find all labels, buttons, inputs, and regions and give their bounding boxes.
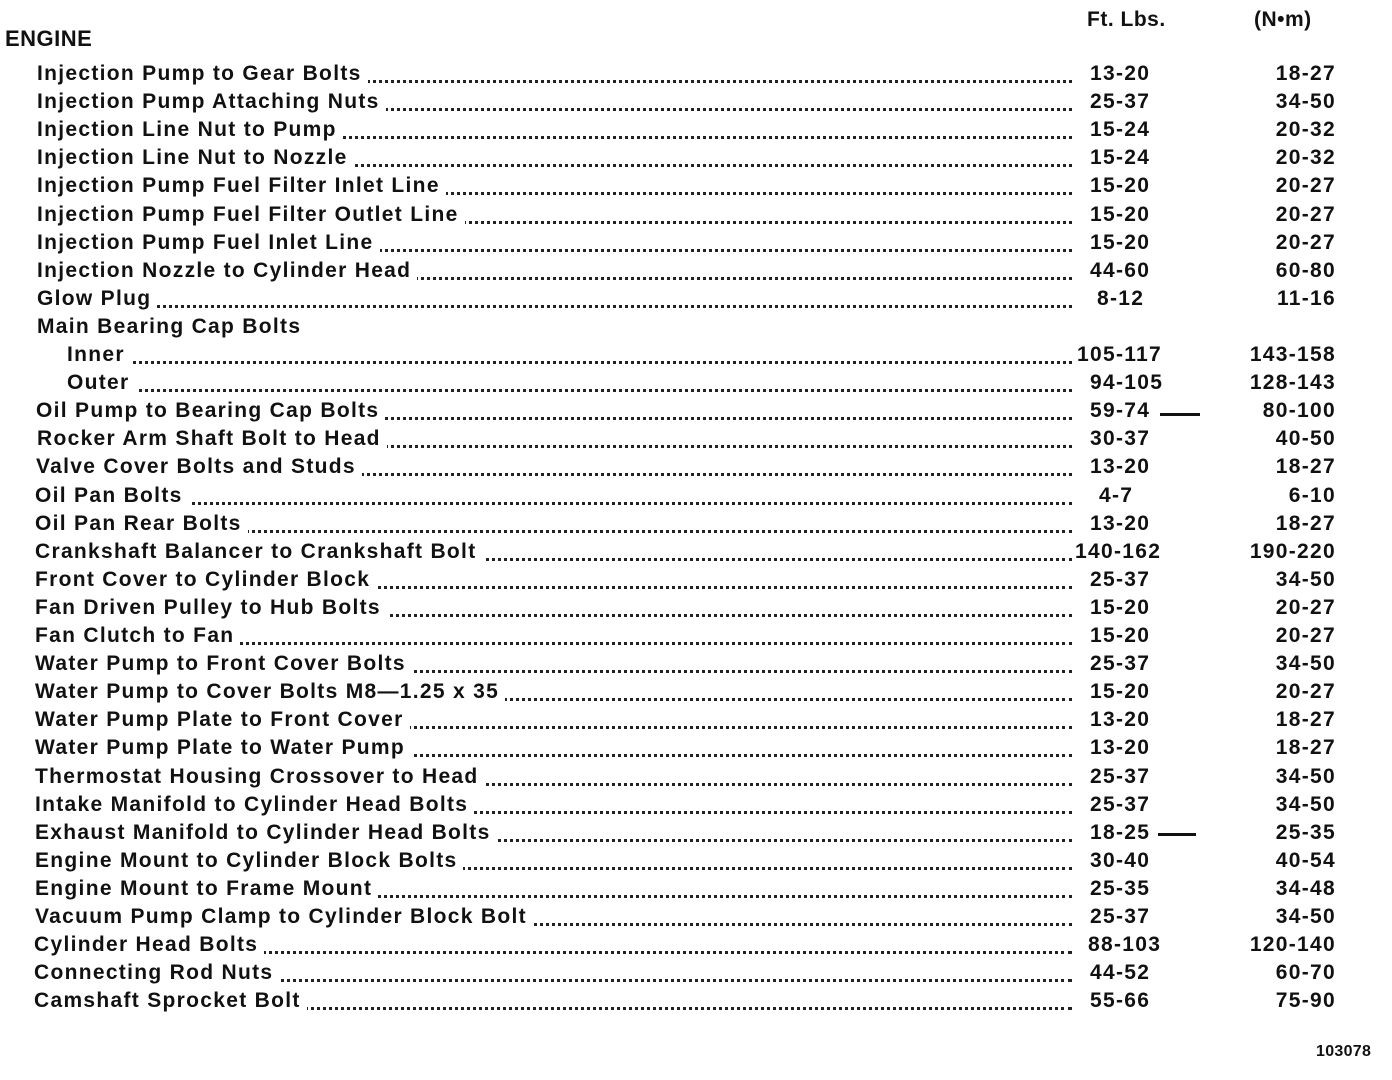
row-label-text: Oil Pump to Bearing Cap Bolts <box>36 399 385 422</box>
row-label <box>37 285 1072 313</box>
row-label-text: Connecting Rod Nuts <box>34 961 279 984</box>
handwritten-mark <box>1158 833 1196 836</box>
ft-lbs-value: 4-7 <box>1099 483 1134 507</box>
table-row <box>0 622 1392 650</box>
row-label-text: Water Pump Plate to Front Cover <box>35 708 410 731</box>
ft-lbs-value: 15-24 <box>1090 146 1151 170</box>
row-label-text: Crankshaft Balancer to Crankshaft Bolt <box>35 540 483 563</box>
table-row <box>0 678 1392 706</box>
table-row <box>0 706 1392 734</box>
handwritten-mark <box>1160 413 1200 416</box>
row-label <box>36 453 1072 481</box>
row-label-text: Engine Mount to Cylinder Block Bolts <box>35 849 463 872</box>
nm-value: 190-220 <box>1249 539 1336 563</box>
column-header-ft-lbs: Ft. Lbs. <box>1087 8 1166 31</box>
nm-value: 120-140 <box>1249 933 1336 957</box>
nm-value: 20-27 <box>1275 595 1336 619</box>
row-label-text: Fan Driven Pulley to Hub Bolts <box>35 596 387 619</box>
row-label-text: Injection Pump Fuel Inlet Line <box>37 231 380 254</box>
row-label <box>37 172 1072 200</box>
nm-value: 128-143 <box>1249 371 1336 395</box>
row-label <box>67 341 1072 369</box>
row-label <box>35 650 1072 678</box>
nm-value: 40-50 <box>1275 427 1336 451</box>
nm-value: 18-27 <box>1275 511 1336 535</box>
row-label <box>35 538 1072 566</box>
row-label <box>36 397 1072 425</box>
ft-lbs-value: 25-35 <box>1090 876 1151 900</box>
table-row <box>0 791 1392 819</box>
row-label <box>35 622 1072 650</box>
row-label <box>37 60 1072 88</box>
table-row <box>0 847 1392 875</box>
section-title: ENGINE <box>5 26 93 51</box>
row-label-text: Intake Manifold to Cylinder Head Bolts <box>35 793 474 816</box>
row-label <box>37 257 1072 285</box>
row-label-text: Water Pump Plate to Water Pump <box>35 736 411 759</box>
nm-value: 60-70 <box>1275 961 1336 985</box>
dot-leader <box>35 502 1072 505</box>
row-label <box>35 875 1072 903</box>
ft-lbs-value: 8-12 <box>1097 286 1145 310</box>
nm-value: 34-50 <box>1275 90 1336 114</box>
ft-lbs-value: 44-52 <box>1090 961 1151 985</box>
table-row <box>0 482 1392 510</box>
ft-lbs-value: 25-37 <box>1090 764 1151 788</box>
nm-value: 20-32 <box>1275 146 1336 170</box>
table-row <box>0 987 1392 1015</box>
table-row <box>0 60 1392 88</box>
dot-leader <box>67 389 1072 392</box>
row-label-text: Injection Line Nut to Nozzle <box>37 146 354 169</box>
nm-value: 40-54 <box>1275 848 1336 872</box>
table-row <box>0 144 1392 172</box>
nm-value: 143-158 <box>1249 343 1336 366</box>
row-label <box>35 847 1072 875</box>
ft-lbs-value: 25-37 <box>1090 905 1151 928</box>
row-label <box>67 369 1072 397</box>
table-row <box>0 369 1392 397</box>
ft-lbs-value: 55-66 <box>1090 989 1151 1013</box>
row-label <box>34 931 1072 959</box>
nm-value: 20-27 <box>1275 624 1336 647</box>
ft-lbs-value: 15-20 <box>1090 202 1151 226</box>
nm-value: 25-35 <box>1275 820 1336 844</box>
table-row <box>0 88 1392 116</box>
row-label-text: Water Pump to Cover Bolts M8—1.25 x 35 <box>35 680 505 703</box>
nm-value: 34-50 <box>1275 764 1336 788</box>
ft-lbs-value: 44-60 <box>1090 258 1151 282</box>
nm-value: 18-27 <box>1275 708 1336 732</box>
row-label-text: Engine Mount to Frame Mount <box>35 877 378 900</box>
table-row <box>0 594 1392 622</box>
ft-lbs-value: 13-20 <box>1090 455 1151 479</box>
row-label-text: Main Bearing Cap Bolts <box>37 315 307 338</box>
row-label <box>35 678 1072 706</box>
nm-value: 20-32 <box>1275 118 1336 142</box>
row-label <box>35 734 1072 762</box>
figure-id: 103078 <box>1316 1043 1372 1060</box>
nm-value: 80-100 <box>1262 399 1336 423</box>
nm-value: 6-10 <box>1288 483 1336 507</box>
ft-lbs-value: 105-117 <box>1077 343 1163 366</box>
row-label-text: Valve Cover Bolts and Studs <box>36 455 362 478</box>
table-row <box>0 875 1392 903</box>
ft-lbs-value: 13-20 <box>1090 708 1151 732</box>
table-row <box>0 959 1392 987</box>
row-label-text: Injection Pump Attaching Nuts <box>37 90 386 113</box>
nm-value: 60-80 <box>1275 258 1336 282</box>
row-label-text: Oil Pan Bolts <box>35 484 189 507</box>
ft-lbs-value: 88-103 <box>1088 933 1162 957</box>
row-label <box>35 819 1072 847</box>
ft-lbs-value: 25-37 <box>1090 792 1151 816</box>
table-row <box>0 172 1392 200</box>
row-label-text: Fan Clutch to Fan <box>35 624 240 647</box>
table-row <box>0 257 1392 285</box>
row-label <box>35 482 1072 510</box>
nm-value: 18-27 <box>1275 455 1336 479</box>
ft-lbs-value: 15-20 <box>1090 624 1151 647</box>
ft-lbs-value: 140-162 <box>1075 539 1162 563</box>
nm-value: 34-50 <box>1275 905 1336 928</box>
row-label <box>35 566 1072 594</box>
row-label <box>35 706 1072 734</box>
table-row <box>0 341 1392 369</box>
nm-value: 20-27 <box>1275 202 1336 226</box>
ft-lbs-value: 25-37 <box>1090 567 1151 591</box>
row-label <box>35 763 1072 791</box>
row-label-text: Oil Pan Rear Bolts <box>35 512 248 535</box>
table-row <box>0 819 1392 847</box>
ft-lbs-value: 15-20 <box>1090 230 1151 254</box>
nm-value: 34-48 <box>1275 876 1336 900</box>
row-label-text: Inner <box>67 343 131 366</box>
table-row <box>0 397 1392 425</box>
row-label <box>37 201 1072 229</box>
table-row <box>0 116 1392 144</box>
table-row <box>0 903 1392 931</box>
ft-lbs-value: 30-40 <box>1090 848 1151 872</box>
row-label-text: Water Pump to Front Cover Bolts <box>35 652 412 675</box>
table-row <box>0 931 1392 959</box>
row-label-text: Injection Pump Fuel Filter Outlet Line <box>37 203 465 226</box>
row-label-text: Injection Pump to Gear Bolts <box>37 62 368 85</box>
row-label <box>37 425 1072 453</box>
row-label <box>35 791 1072 819</box>
row-label <box>35 594 1072 622</box>
row-label-text: Outer <box>67 371 136 394</box>
row-label <box>34 987 1072 1015</box>
row-label-text: Rocker Arm Shaft Bolt to Head <box>37 427 387 450</box>
table-row <box>0 453 1392 481</box>
row-label <box>37 229 1072 257</box>
ft-lbs-value: 15-20 <box>1090 680 1151 704</box>
row-label-text: Injection Line Nut to Pump <box>37 118 343 141</box>
ft-lbs-value: 15-24 <box>1090 118 1151 142</box>
column-header-nm: (N•m) <box>1254 8 1312 31</box>
table-row <box>0 201 1392 229</box>
table-row <box>0 650 1392 678</box>
row-label-text: Vacuum Pump Clamp to Cylinder Block Bolt <box>35 905 533 928</box>
nm-value: 11-16 <box>1276 286 1336 310</box>
row-label <box>35 903 1072 931</box>
table-row <box>0 763 1392 791</box>
row-label-text: Front Cover to Cylinder Block <box>35 568 376 591</box>
table-row <box>0 566 1392 594</box>
nm-value: 18-27 <box>1275 736 1336 760</box>
ft-lbs-value: 30-37 <box>1090 427 1151 451</box>
ft-lbs-value: 15-20 <box>1090 174 1151 198</box>
row-label-text: Exhaust Manifold to Cylinder Head Bolts <box>35 821 497 844</box>
dot-leader <box>37 305 1072 308</box>
dot-leader <box>67 361 1072 364</box>
row-label-text: Thermostat Housing Crossover to Head <box>35 765 485 788</box>
row-label-text: Injection Nozzle to Cylinder Head <box>37 259 417 282</box>
ft-lbs-value: 25-37 <box>1090 90 1151 114</box>
ft-lbs-value: 15-20 <box>1090 595 1151 619</box>
ft-lbs-value: 59-74 <box>1090 399 1151 423</box>
row-label <box>37 144 1072 172</box>
table-row <box>0 510 1392 538</box>
table-row <box>0 313 1392 341</box>
row-label-text: Cylinder Head Bolts <box>34 933 264 956</box>
row-label-text: Injection Pump Fuel Filter Inlet Line <box>37 174 446 197</box>
table-row <box>0 734 1392 762</box>
ft-lbs-value: 94-105 <box>1090 371 1164 395</box>
row-label <box>34 959 1072 987</box>
table-row <box>0 538 1392 566</box>
ft-lbs-value: 18-25 <box>1090 820 1151 844</box>
nm-value: 20-27 <box>1275 174 1336 198</box>
nm-value: 20-27 <box>1275 680 1336 704</box>
ft-lbs-value: 13-20 <box>1090 511 1151 535</box>
table-row <box>0 425 1392 453</box>
table-row <box>0 229 1392 257</box>
ft-lbs-value: 13-20 <box>1090 62 1151 85</box>
nm-value: 18-27 <box>1275 62 1336 85</box>
nm-value: 34-50 <box>1275 792 1336 816</box>
nm-value: 20-27 <box>1275 230 1336 254</box>
nm-value: 34-50 <box>1275 567 1336 591</box>
ft-lbs-value: 13-20 <box>1090 736 1151 760</box>
row-label <box>37 313 1072 341</box>
nm-value: 34-50 <box>1275 652 1336 676</box>
row-label <box>35 510 1072 538</box>
nm-value: 75-90 <box>1275 989 1336 1013</box>
table-row <box>0 285 1392 313</box>
row-label-text: Camshaft Sprocket Bolt <box>34 989 307 1012</box>
row-label-text: Glow Plug <box>37 287 157 310</box>
row-label <box>37 116 1072 144</box>
ft-lbs-value: 25-37 <box>1090 652 1151 676</box>
row-label <box>37 88 1072 116</box>
